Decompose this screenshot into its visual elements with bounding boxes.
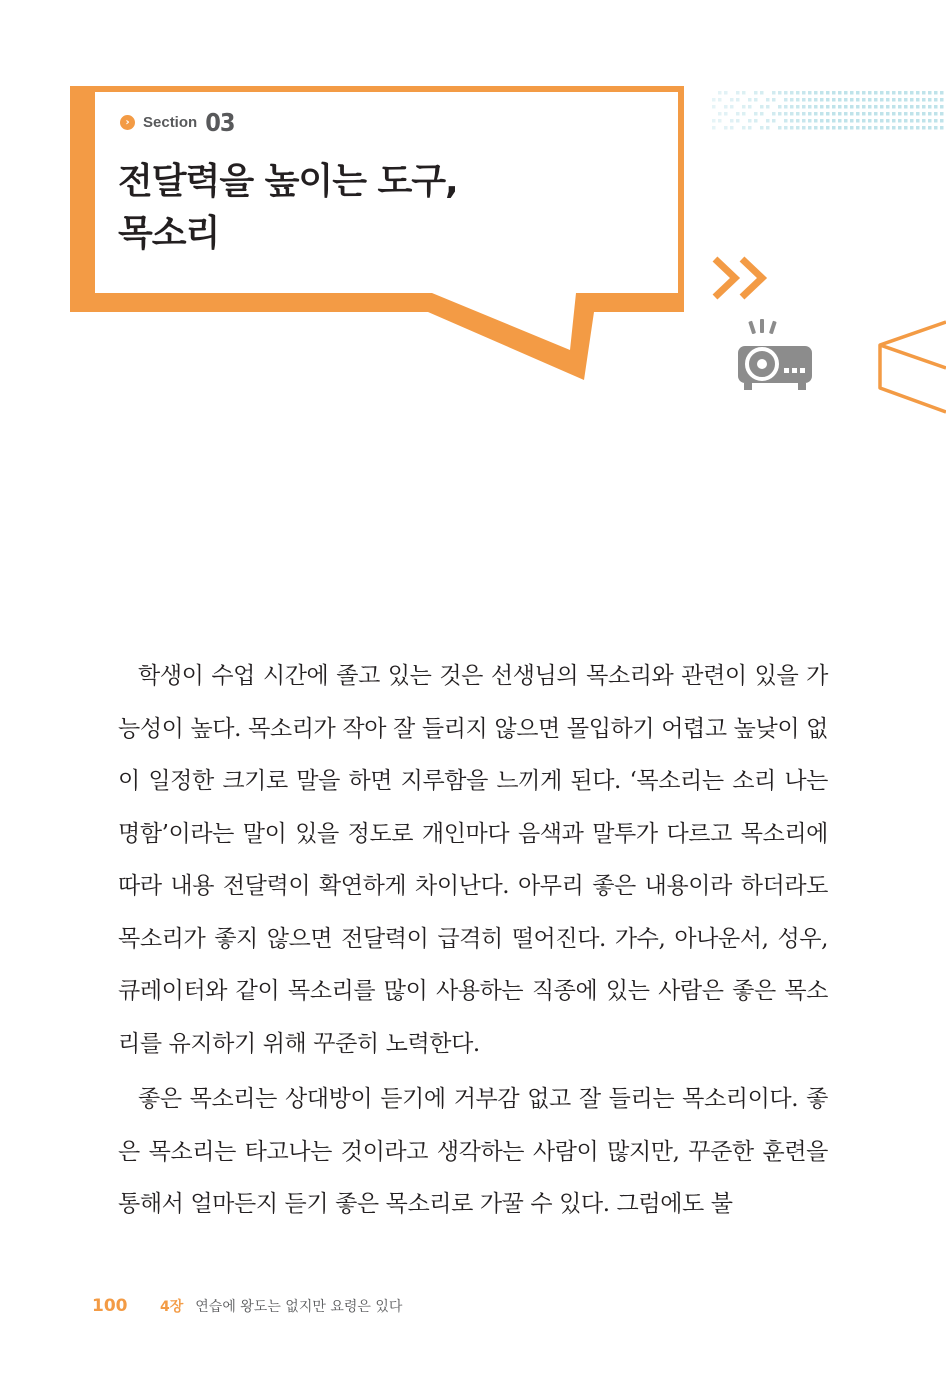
pattern-dot: [904, 105, 908, 109]
pattern-dot: [862, 126, 866, 130]
pattern-dot: [826, 112, 830, 116]
pattern-dot: [910, 91, 914, 95]
pattern-dot: [778, 126, 782, 130]
pattern-dot: [718, 98, 722, 102]
pattern-dot: [784, 105, 788, 109]
pattern-dot: [838, 126, 842, 130]
pattern-dot: [850, 105, 854, 109]
pattern-dot: [838, 91, 842, 95]
pattern-dot: [874, 105, 878, 109]
pattern-dot: [772, 91, 776, 95]
pattern-dot: [778, 112, 782, 116]
pattern-dot: [808, 126, 812, 130]
pattern-dot: [856, 91, 860, 95]
page-title: [118, 156, 458, 260]
chapter-title: 연습에 왕도는 없지만 요령은 있다: [195, 1299, 403, 1315]
pattern-dot: [898, 126, 902, 130]
pattern-dot: [832, 91, 836, 95]
pattern-dot: [874, 112, 878, 116]
section-label: [120, 108, 235, 137]
section-word: Section: [143, 114, 198, 131]
pattern-dot: [868, 105, 872, 109]
pattern-dot: [844, 91, 848, 95]
pattern-dot: [934, 91, 938, 95]
pattern-dot: [904, 126, 908, 130]
pattern-dot: [712, 119, 716, 123]
pattern-dot: [808, 112, 812, 116]
pattern-dot: [724, 112, 728, 116]
pattern-dot: [850, 91, 854, 95]
pattern-dot: [868, 112, 872, 116]
pattern-dot: [928, 119, 932, 123]
chevron-right-circle-icon: ›: [120, 115, 135, 130]
pattern-dot: [892, 105, 896, 109]
pattern-dot: [730, 126, 734, 130]
pattern-dot: [874, 91, 878, 95]
pattern-dot: [766, 126, 770, 130]
pattern-dot: [880, 98, 884, 102]
pattern-dot: [910, 119, 914, 123]
pattern-dot: [778, 91, 782, 95]
pattern-dot: [838, 105, 842, 109]
pattern-dot: [880, 119, 884, 123]
pattern-dot: [826, 105, 830, 109]
pattern-dot: [844, 119, 848, 123]
pattern-dot: [922, 119, 926, 123]
pattern-dot: [880, 105, 884, 109]
pattern-dot: [790, 98, 794, 102]
pattern-dot: [736, 112, 740, 116]
pattern-dot: [748, 105, 752, 109]
pattern-dot: [802, 105, 806, 109]
pattern-dot: [940, 112, 944, 116]
pattern-dot: [880, 112, 884, 116]
pattern-dot: [898, 112, 902, 116]
pattern-dot: [784, 98, 788, 102]
pattern-dot: [892, 126, 896, 130]
pattern-dot: [814, 112, 818, 116]
pattern-dot: [844, 126, 848, 130]
pattern-dot: [832, 98, 836, 102]
pattern-dot: [874, 98, 878, 102]
pattern-dot: [934, 105, 938, 109]
pattern-dot: [856, 105, 860, 109]
pattern-dot: [760, 126, 764, 130]
pattern-dot: [820, 119, 824, 123]
pattern-dot: [796, 119, 800, 123]
pattern-dot: [934, 126, 938, 130]
pattern-dot: [718, 112, 722, 116]
pattern-dot: [886, 98, 890, 102]
pattern-dot: [862, 98, 866, 102]
pattern-dot: [730, 105, 734, 109]
pattern-dot: [928, 91, 932, 95]
pattern-dot: [790, 119, 794, 123]
pattern-dot: [892, 112, 896, 116]
pattern-dot: [862, 119, 866, 123]
pattern-dot: [796, 126, 800, 130]
pattern-dot: [910, 126, 914, 130]
pattern-dot: [736, 119, 740, 123]
pattern-dot: [940, 105, 944, 109]
pattern-dot: [832, 105, 836, 109]
page-number: 100: [92, 1296, 128, 1316]
body-text: [118, 650, 828, 1231]
pattern-dot: [772, 112, 776, 116]
pattern-dot: [838, 98, 842, 102]
pattern-dot: [814, 126, 818, 130]
pattern-dot: [928, 126, 932, 130]
pattern-dot: [724, 126, 728, 130]
pattern-dot: [820, 112, 824, 116]
projector-icon: [738, 319, 812, 390]
pattern-dot: [808, 119, 812, 123]
title-line-2: 목소리: [118, 213, 220, 254]
pattern-dot: [868, 126, 872, 130]
pattern-dot: [712, 98, 716, 102]
pattern-dot: [814, 91, 818, 95]
pattern-dot: [730, 119, 734, 123]
pattern-dot: [796, 91, 800, 95]
pattern-dot: [784, 91, 788, 95]
pattern-dot: [910, 105, 914, 109]
pattern-dot: [886, 126, 890, 130]
pattern-dot: [904, 112, 908, 116]
pattern-dot: [784, 112, 788, 116]
pattern-dot: [904, 91, 908, 95]
pattern-dot: [790, 112, 794, 116]
pattern-dot: [898, 98, 902, 102]
pattern-dot: [724, 91, 728, 95]
pattern-dot: [772, 119, 776, 123]
pattern-dot: [880, 91, 884, 95]
pattern-dot: [862, 112, 866, 116]
pattern-dot: [892, 119, 896, 123]
pattern-dot: [928, 112, 932, 116]
pattern-dot: [850, 112, 854, 116]
pattern-dot: [898, 119, 902, 123]
pattern-dot: [820, 91, 824, 95]
pattern-dot: [922, 105, 926, 109]
pattern-dot: [754, 119, 758, 123]
pattern-dot: [934, 119, 938, 123]
pattern-dot: [856, 98, 860, 102]
pattern-dot: [856, 126, 860, 130]
pattern-dot: [730, 98, 734, 102]
pattern-dot: [916, 126, 920, 130]
pattern-dot: [868, 119, 872, 123]
pattern-dot: [790, 105, 794, 109]
pattern-dot: [784, 126, 788, 130]
pattern-dot: [898, 91, 902, 95]
page-footer: [92, 1296, 402, 1316]
pattern-dot: [862, 105, 866, 109]
pattern-dot: [892, 98, 896, 102]
pattern-dot: [916, 98, 920, 102]
pattern-dot: [826, 126, 830, 130]
pattern-dot: [940, 126, 944, 130]
pattern-dot: [844, 105, 848, 109]
pattern-dot: [886, 91, 890, 95]
pattern-dot: [742, 91, 746, 95]
pattern-dot: [814, 119, 818, 123]
pattern-dot: [886, 119, 890, 123]
pattern-dot: [916, 105, 920, 109]
pattern-dot: [922, 98, 926, 102]
pattern-dot: [802, 98, 806, 102]
pattern-dot: [766, 98, 770, 102]
pattern-dot: [874, 126, 878, 130]
pattern-dot: [748, 126, 752, 130]
pattern-dot: [838, 112, 842, 116]
pattern-dot: [820, 126, 824, 130]
pattern-dot: [874, 119, 878, 123]
pattern-dot: [724, 105, 728, 109]
pattern-dot: [826, 91, 830, 95]
pattern-dot: [850, 98, 854, 102]
pattern-dot: [934, 98, 938, 102]
pattern-dot: [934, 112, 938, 116]
pattern-dot: [766, 119, 770, 123]
pattern-dot: [736, 91, 740, 95]
pattern-dot: [928, 105, 932, 109]
pattern-dot: [736, 98, 740, 102]
pattern-dot: [868, 91, 872, 95]
pattern-dot: [910, 98, 914, 102]
pattern-dot: [808, 105, 812, 109]
pattern-dot: [904, 98, 908, 102]
pattern-dot: [826, 98, 830, 102]
pattern-dot: [826, 119, 830, 123]
pattern-dot: [940, 91, 944, 95]
double-chevron-right-icon: [715, 259, 762, 297]
pattern-dot: [820, 98, 824, 102]
pattern-dot: [802, 119, 806, 123]
pattern-dot: [904, 119, 908, 123]
pattern-dot: [808, 98, 812, 102]
pattern-dot: [940, 119, 944, 123]
pattern-dot: [922, 112, 926, 116]
pattern-dot: [748, 98, 752, 102]
pattern-dot: [856, 119, 860, 123]
pattern-dot: [796, 112, 800, 116]
pattern-dot: [916, 112, 920, 116]
pattern-dot: [844, 112, 848, 116]
pattern-dot: [772, 98, 776, 102]
pattern-dot: [886, 112, 890, 116]
paragraph-2: 좋은 목소리는 상대방이 듣기에 거부감 없고 잘 들리는 목소리이다. 좋은 목소리는 타고나는 것이라고 생각하는 사람이 많지만, 꾸준한 훈련을 통해서 얼마든지 듣기 좋은 목소리로 가꿀 수 있다. 그럼에도 불: [118, 1086, 828, 1217]
pattern-dot: [832, 119, 836, 123]
pattern-dot: [760, 105, 764, 109]
pattern-dot: [922, 91, 926, 95]
pattern-dot: [898, 105, 902, 109]
pattern-dot: [928, 98, 932, 102]
pattern-dot: [850, 126, 854, 130]
pattern-dot: [712, 105, 716, 109]
pattern-dot: [916, 91, 920, 95]
pattern-dot: [814, 105, 818, 109]
pattern-dot: [778, 105, 782, 109]
chapter-label: 4장: [160, 1299, 184, 1315]
pattern-dot: [760, 112, 764, 116]
pattern-dot: [844, 98, 848, 102]
pattern-dot: [754, 91, 758, 95]
pattern-dot: [748, 119, 752, 123]
pattern-dot: [838, 119, 842, 123]
pattern-dot: [922, 126, 926, 130]
pattern-dot: [916, 119, 920, 123]
pattern-dot: [856, 112, 860, 116]
pattern-dot: [862, 91, 866, 95]
pattern-dot: [802, 126, 806, 130]
pattern-dot: [796, 105, 800, 109]
pattern-dot: [784, 119, 788, 123]
dotted-pattern: [712, 91, 944, 130]
pattern-dot: [802, 112, 806, 116]
pattern-dot: [886, 105, 890, 109]
pattern-dot: [742, 112, 746, 116]
pattern-dot: [820, 105, 824, 109]
section-number: 03: [205, 108, 235, 137]
pattern-dot: [802, 91, 806, 95]
pattern-dot: [754, 112, 758, 116]
pattern-dot: [796, 98, 800, 102]
pattern-dot: [766, 105, 770, 109]
pattern-dot: [760, 91, 764, 95]
title-line-1: 전달력을 높이는 도구,: [118, 161, 458, 202]
pattern-dot: [868, 98, 872, 102]
pattern-dot: [790, 91, 794, 95]
pattern-dot: [808, 91, 812, 95]
pattern-dot: [814, 98, 818, 102]
pattern-dot: [832, 126, 836, 130]
pattern-dot: [850, 119, 854, 123]
pattern-dot: [880, 126, 884, 130]
pattern-dot: [892, 91, 896, 95]
box-outline-decoration: [880, 322, 946, 412]
pattern-dot: [712, 126, 716, 130]
pattern-dot: [742, 105, 746, 109]
pattern-dot: [790, 126, 794, 130]
pattern-dot: [754, 98, 758, 102]
pattern-dot: [718, 91, 722, 95]
pattern-dot: [832, 112, 836, 116]
pattern-dot: [718, 119, 722, 123]
paragraph-1: 학생이 수업 시간에 졸고 있는 것은 선생님의 목소리와 관련이 있을 가능성이 높다. 목소리가 작아 잘 들리지 않으면 몰입하기 어렵고 높낮이 없이 일정한 크기로 말을 하면 지루함을 느끼게 된다. ‘목소리는 소리 나는 명함’이라는 말이 있을 정도로 개인마다 음색과 말투가 다르고 목소리에 따라 내용 전달력이 확연하게 차이난다. 아무리 좋은 내용이라 하더라도 목소리가 좋지 않으면 전달력이 급격히 떨어진다. 가수, 아나운서, 성우, 큐레이터와 같이 목소리를 많이 사용하는 직종에 있는 사람은 좋은 목소리를 유지하기 위해 꾸준히 노력한다.: [118, 663, 828, 1057]
pattern-dot: [940, 98, 944, 102]
pattern-dot: [910, 112, 914, 116]
pattern-dot: [742, 126, 746, 130]
